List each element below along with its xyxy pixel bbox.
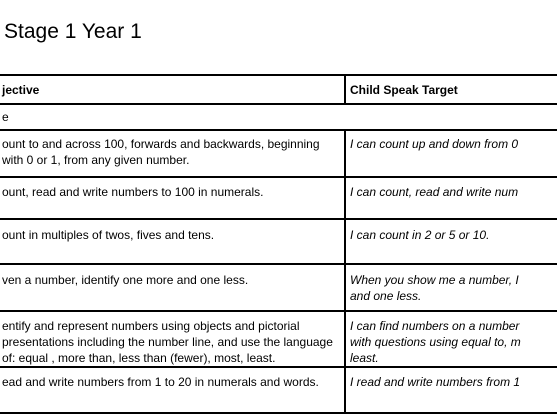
table-header-row xyxy=(0,75,557,104)
table-row xyxy=(0,367,557,413)
objective-cell: ven a number, identify one more and one less. xyxy=(0,264,345,311)
table-row xyxy=(0,130,557,177)
section-label: e xyxy=(0,104,557,130)
target-cell: I can find numbers on a number with questions using equal to, m least. xyxy=(345,311,557,367)
target-cell: I can count up and down from 0 xyxy=(345,130,557,177)
target-cell: I can count in 2 or 5 or 10. xyxy=(345,219,557,264)
objective-column-header: jective xyxy=(0,75,345,104)
section-row xyxy=(0,104,557,130)
table-row xyxy=(0,311,557,367)
target-cell: I can count, read and write num xyxy=(345,177,557,219)
objective-cell: ount, read and write numbers to 100 in numerals. xyxy=(0,177,345,219)
objective-cell: ead and write numbers from 1 to 20 in numerals and words. xyxy=(0,367,345,413)
target-column-header: Child Speak Target xyxy=(345,75,557,104)
table-row xyxy=(0,177,557,219)
objective-cell: ount in multiples of twos, fives and tens. xyxy=(0,219,345,264)
target-cell: I read and write numbers from 1 xyxy=(345,367,557,413)
table-row xyxy=(0,219,557,264)
table-row xyxy=(0,264,557,311)
target-cell: When you show me a number, I and one less. xyxy=(345,264,557,311)
objective-cell: entify and represent numbers using objects and pictorial presentations including the number line, and use the language of: equal , more than, less than (fewer), most, least. xyxy=(0,311,345,367)
page-title: Stage 1 Year 1 xyxy=(4,20,142,43)
objectives-table xyxy=(0,74,557,414)
objective-cell: ount to and across 100, forwards and backwards, beginning with 0 or 1, from any given number. xyxy=(0,130,345,177)
